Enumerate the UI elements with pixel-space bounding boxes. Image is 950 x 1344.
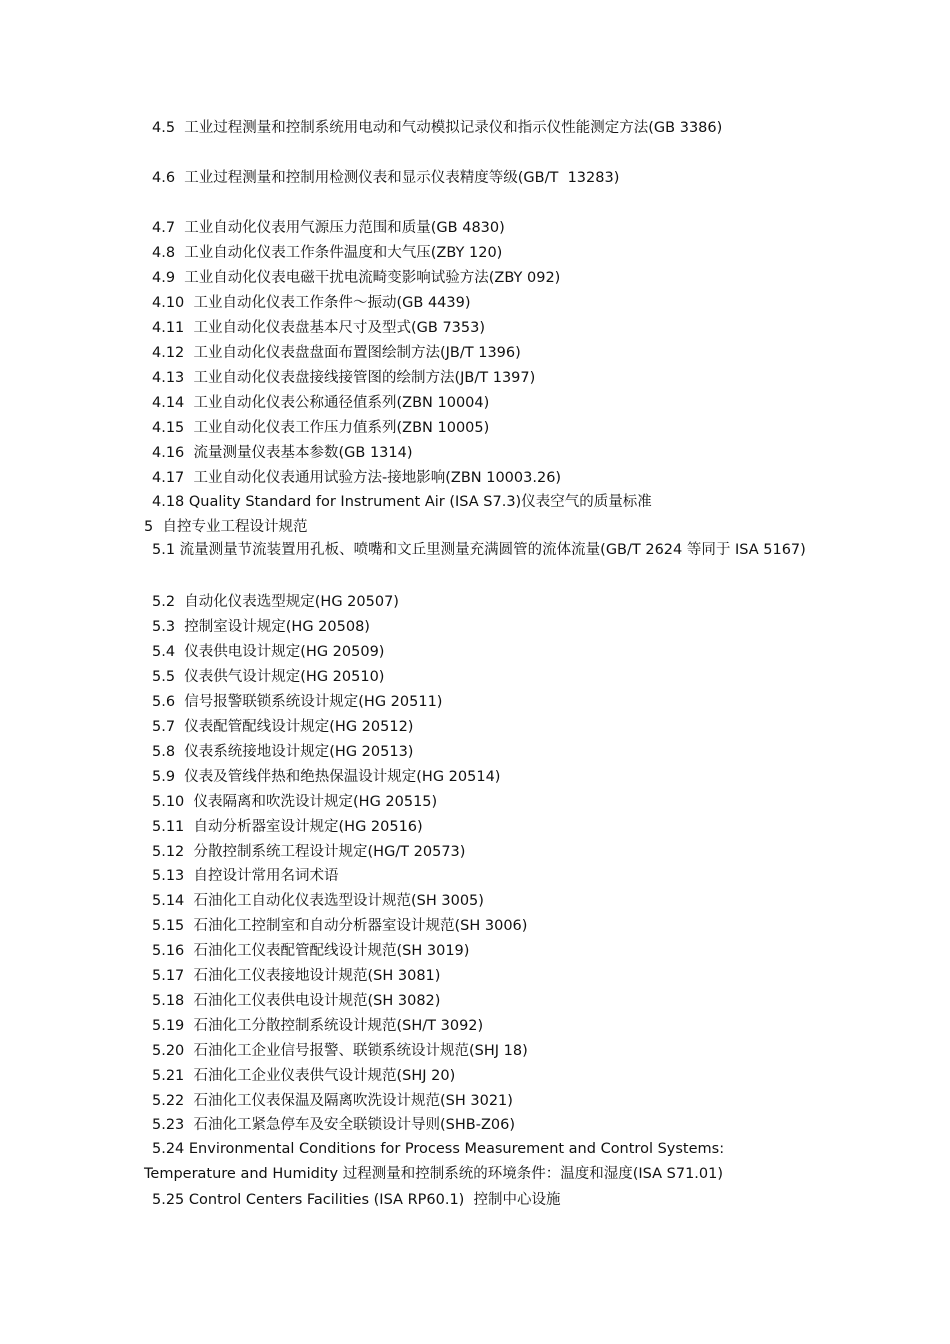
doc-line-5-13: 5.13 自控设计常用名词术语 [152,868,339,884]
doc-line-5-10: 5.10 仪表隔离和吹洗设计规定(HG 20515) [152,794,438,810]
doc-line-5-9: 5.9 仪表及管线伴热和绝热保温设计规定(HG 20514) [152,769,501,785]
doc-line-5-18: 5.18 石油化工仪表供电设计规范(SH 3082) [152,993,441,1009]
doc-line-4-10: 4.10 工业自动化仪表工作条件～振动(GB 4439) [152,295,471,311]
doc-line-5-4: 5.4 仪表供电设计规定(HG 20509) [152,644,385,660]
doc-line-5-5: 5.5 仪表供气设计规定(HG 20510) [152,669,385,685]
doc-line-5-14: 5.14 石油化工自动化仪表选型设计规范(SH 3005) [152,893,484,909]
doc-line-5-7: 5.7 仪表配管配线设计规定(HG 20512) [152,719,414,735]
doc-line-4-14: 4.14 工业自动化仪表公称通径值系列(ZBN 10004) [152,395,490,411]
doc-line-5-25: 5.25 Control Centers Facilities (ISA RP60.1) 控制中心设施 [152,1192,561,1208]
doc-line-4-8: 4.8 工业自动化仪表工作条件温度和大气压(ZBY 120) [152,245,503,261]
doc-line-5-3: 5.3 控制室设计规定(HG 20508) [152,619,370,635]
doc-line-5-24: 5.24 Environmental Conditions for Process Measurement and Control Systems: Temperature and Humidity 过程测量和控制系统的环境条件：温度和湿度(ISA S71.01) [144,1141,725,1182]
doc-line-5-6: 5.6 信号报警联锁系统设计规定(HG 20511) [152,694,443,710]
doc-line-4-17: 4.17 工业自动化仪表通用试验方法-接地影响(ZBN 10003.26) [152,470,562,486]
doc-line-5-2: 5.2 自动化仪表选型规定(HG 20507) [152,594,399,610]
doc-line-5-19: 5.19 石油化工分散控制系统设计规范(SH/T 3092) [152,1018,484,1034]
doc-line-5-22: 5.22 石油化工仪表保温及隔离吹洗设计规范(SH 3021) [152,1093,513,1109]
doc-line-5-23: 5.23 石油化工紧急停车及安全联锁设计导则(SHB-Z06) [152,1117,515,1133]
doc-line-4-15: 4.15 工业自动化仪表工作压力值系列(ZBN 10005) [152,420,490,436]
doc-line-4-13: 4.13 工业自动化仪表盘接线接管图的绘制方法(JB/T 1397) [152,370,536,386]
doc-line-5-11: 5.11 自动分析器室设计规定(HG 20516) [152,819,423,835]
doc-line-5-16: 5.16 石油化工仪表配管配线设计规范(SH 3019) [152,943,470,959]
doc-line-4-18: 4.18 Quality Standard for Instrument Air (ISA S7.3)仪表空气的质量标准 [152,494,652,510]
doc-line-4-7: 4.7 工业自动化仪表用气源压力范围和质量(GB 4830) [152,220,505,236]
doc-line-5-17: 5.17 石油化工仪表接地设计规范(SH 3081) [152,968,441,984]
doc-line-4-5: 4.5 工业过程测量和控制系统用电动和气动模拟记录仪和指示仪性能测定方法(GB 3386) [152,120,723,136]
doc-line-5-12: 5.12 分散控制系统工程设计规定(HG/T 20573) [152,844,466,860]
doc-line-5-20: 5.20 石油化工企业信号报警、联锁系统设计规范(SHJ 18) [152,1043,528,1059]
doc-line-4-16: 4.16 流量测量仪表基本参数(GB 1314) [152,445,413,461]
doc-line-4-12: 4.12 工业自动化仪表盘盘面布置图绘制方法(JB/T 1396) [152,345,521,361]
section-heading-5: 5 自控专业工程设计规范 [144,519,308,535]
doc-line-5-21: 5.21 石油化工企业仪表供气设计规范(SHJ 20) [152,1068,456,1084]
doc-line-5-8: 5.8 仪表系统接地设计规定(HG 20513) [152,744,414,760]
doc-line-5-15: 5.15 石油化工控制室和自动分析器室设计规范(SH 3006) [152,918,528,934]
doc-line-4-11: 4.11 工业自动化仪表盘基本尺寸及型式(GB 7353) [152,320,486,336]
doc-line-4-6: 4.6 工业过程测量和控制用检测仪表和显示仪表精度等级(GB/T 13283) [152,170,620,186]
doc-line-4-9: 4.9 工业自动化仪表电磁干扰电流畸变影响试验方法(ZBY 092) [152,270,561,286]
doc-line-5-1: 5.1 流量测量节流装置用孔板、喷嘴和文丘里测量充满圆管的流体流量(GB/T 2624 等同于 ISA 5167) [152,542,806,558]
